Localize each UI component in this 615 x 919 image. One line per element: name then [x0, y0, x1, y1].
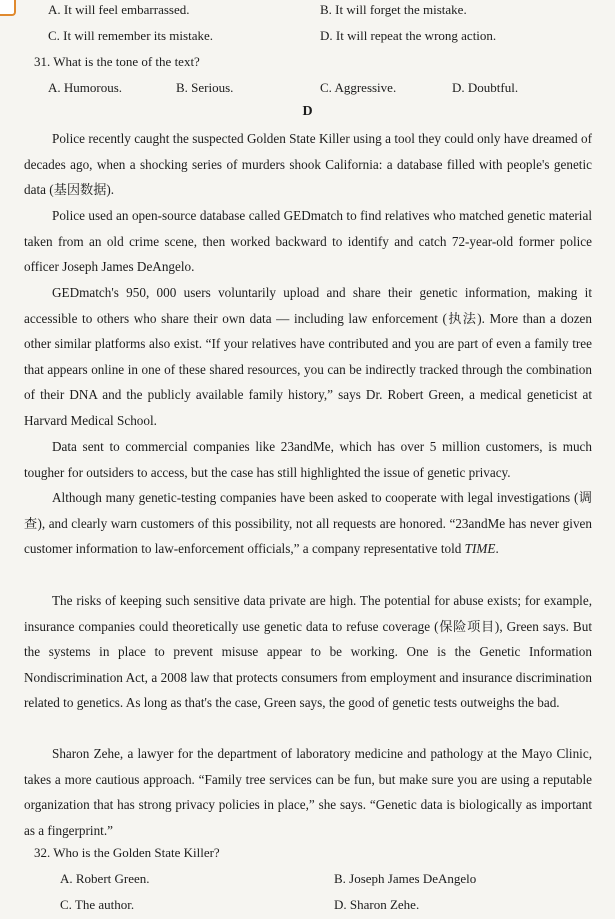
q32-option-b[interactable]: B. Joseph James DeAngelo [334, 871, 477, 886]
q30-option-c[interactable]: C. It will remember its mistake. [48, 28, 213, 43]
q32-option-d[interactable]: D. Sharon Zehe. [334, 897, 420, 912]
q31-option-d[interactable]: D. Doubtful. [452, 80, 519, 95]
q32-question: 32. Who is the Golden State Killer? [34, 845, 220, 860]
passage-paragraph-3: GEDmatch's 950, 000 users voluntarily upload and share their genetic information, making it accessible to others who share their own data — including law enforcement (执法). More than a dozen other similar platforms also exist. “If your relatives have contributed and you are part of even a family tree that appears online in one of these shared resources, you can be indirectly tracked through the combination of their DNA and the publicly available family history,” says Dr. Robert Green, a medical geneticist at Harvard Medical School. [24, 285, 592, 428]
q31-question: 31. What is the tone of the text? [34, 54, 200, 69]
q32-option-c[interactable]: C. The author. [60, 897, 135, 912]
q31-option-b[interactable]: B. Serious. [176, 80, 234, 95]
passage-paragraph-2: Police used an open-source database called GEDmatch to find relatives who matched genetic material taken from an old crime scene, then worked backward to identify and catch 72-year-old former police officer Joseph James DeAngelo. [24, 208, 592, 275]
corner-bookmark-icon [0, 0, 16, 16]
passage-paragraph-5 [24, 485, 592, 562]
magazine-title: TIME [464, 541, 496, 557]
q32-option-a[interactable]: A. Robert Green. [60, 871, 150, 886]
passage-paragraph-6: The risks of keeping such sensitive data private are high. The potential for abuse exists; for example, insurance companies could theoretically use genetic data to refuse coverage (保险项目), Green says. But the systems in place to prevent misuse appear to be working. One is the Genetic Information Nondiscrimination Act, a 2008 law that protects consumers from employment and insurance discrimination related to genetics. As long as that's the case, Green says, the good of genetic tests outweighs the bad. [24, 593, 592, 711]
q31-option-c[interactable]: C. Aggressive. [320, 80, 397, 95]
passage-paragraph-4: Data sent to commercial companies like 23andMe, which has over 5 million customers, is much tougher for outsiders to access, but the case has still highlighted the issue of genetic privacy. [24, 439, 592, 480]
paragraph-5-end: . [495, 541, 499, 557]
section-heading: D [302, 104, 313, 119]
q30-option-b[interactable]: B. It will forget the mistake. [320, 2, 467, 17]
q31-option-a[interactable]: A. Humorous. [48, 80, 123, 95]
paragraph-5-text: Although many genetic-testing companies have been asked to cooperate with legal investigations (调查), and clearly warn customers of this possibility, not all requests are honored. “23andMe has never given customer information to law-enforcement officials,” a company representative told [24, 490, 592, 557]
q30-option-a[interactable]: A. It will feel embarrassed. [48, 2, 190, 17]
passage-paragraph-1: Police recently caught the suspected Golden State Killer using a tool they could only have dreamed of decades ago, when a shocking series of murders shook California: a database filled with people's genetic data (基因数据). [24, 131, 592, 198]
q30-option-d[interactable]: D. It will repeat the wrong action. [320, 28, 497, 43]
passage-paragraph-7: Sharon Zehe, a lawyer for the department of laboratory medicine and pathology at the Mayo Clinic, takes a more cautious approach. “Family tree services can be fun, but make sure you are using a reputable organization that has strong privacy policies in place,” she says. “Genetic data is biologically as important as a fingerprint.” [24, 746, 592, 838]
